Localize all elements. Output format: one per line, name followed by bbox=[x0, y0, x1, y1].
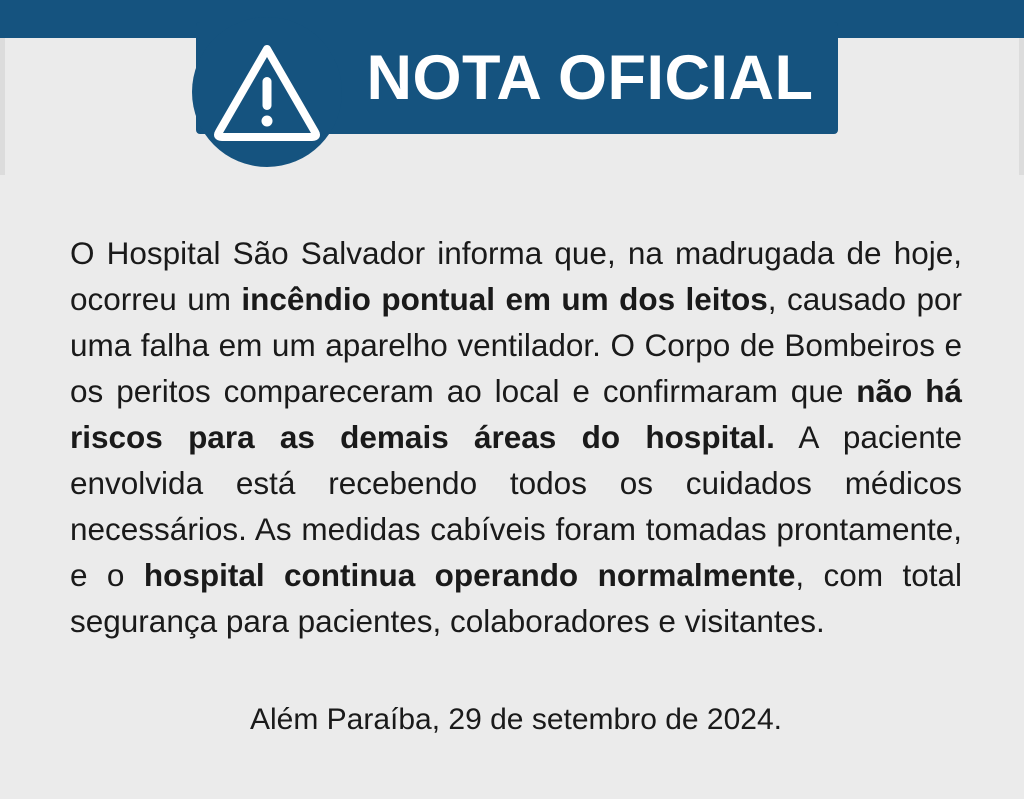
statement-emphasis: incêndio pontual em um dos leitos bbox=[241, 281, 768, 317]
warning-triangle-icon bbox=[192, 17, 342, 167]
dateline: Além Paraíba, 29 de setembro de 2024. bbox=[249, 703, 782, 736]
statement-text: O Hospital São Salvador informa que, na madrugada de hoje, ocorreu um bbox=[70, 235, 962, 317]
statement-text: A paciente envolvida está recebendo todos os cuidados médicos necessários. As medidas cabíveis foram tomadas prontamente, e o bbox=[70, 419, 962, 593]
statement-emphasis: hospital continua operando normalmente bbox=[143, 557, 796, 593]
statement-text: , causado por uma falha em um aparelho ventilador. O Corpo de Bombeiros e os peritos compareceram ao local e confirmaram que bbox=[70, 281, 962, 409]
statement-text: , com total segurança para pacientes, colaboradores e visitantes. bbox=[70, 557, 963, 639]
statement-emphasis: não há riscos para as demais áreas do hospital. bbox=[70, 373, 962, 455]
notice-body bbox=[0, 175, 1024, 799]
statement-paragraph bbox=[70, 230, 962, 644]
page-title: NOTA OFICIAL bbox=[366, 43, 814, 113]
